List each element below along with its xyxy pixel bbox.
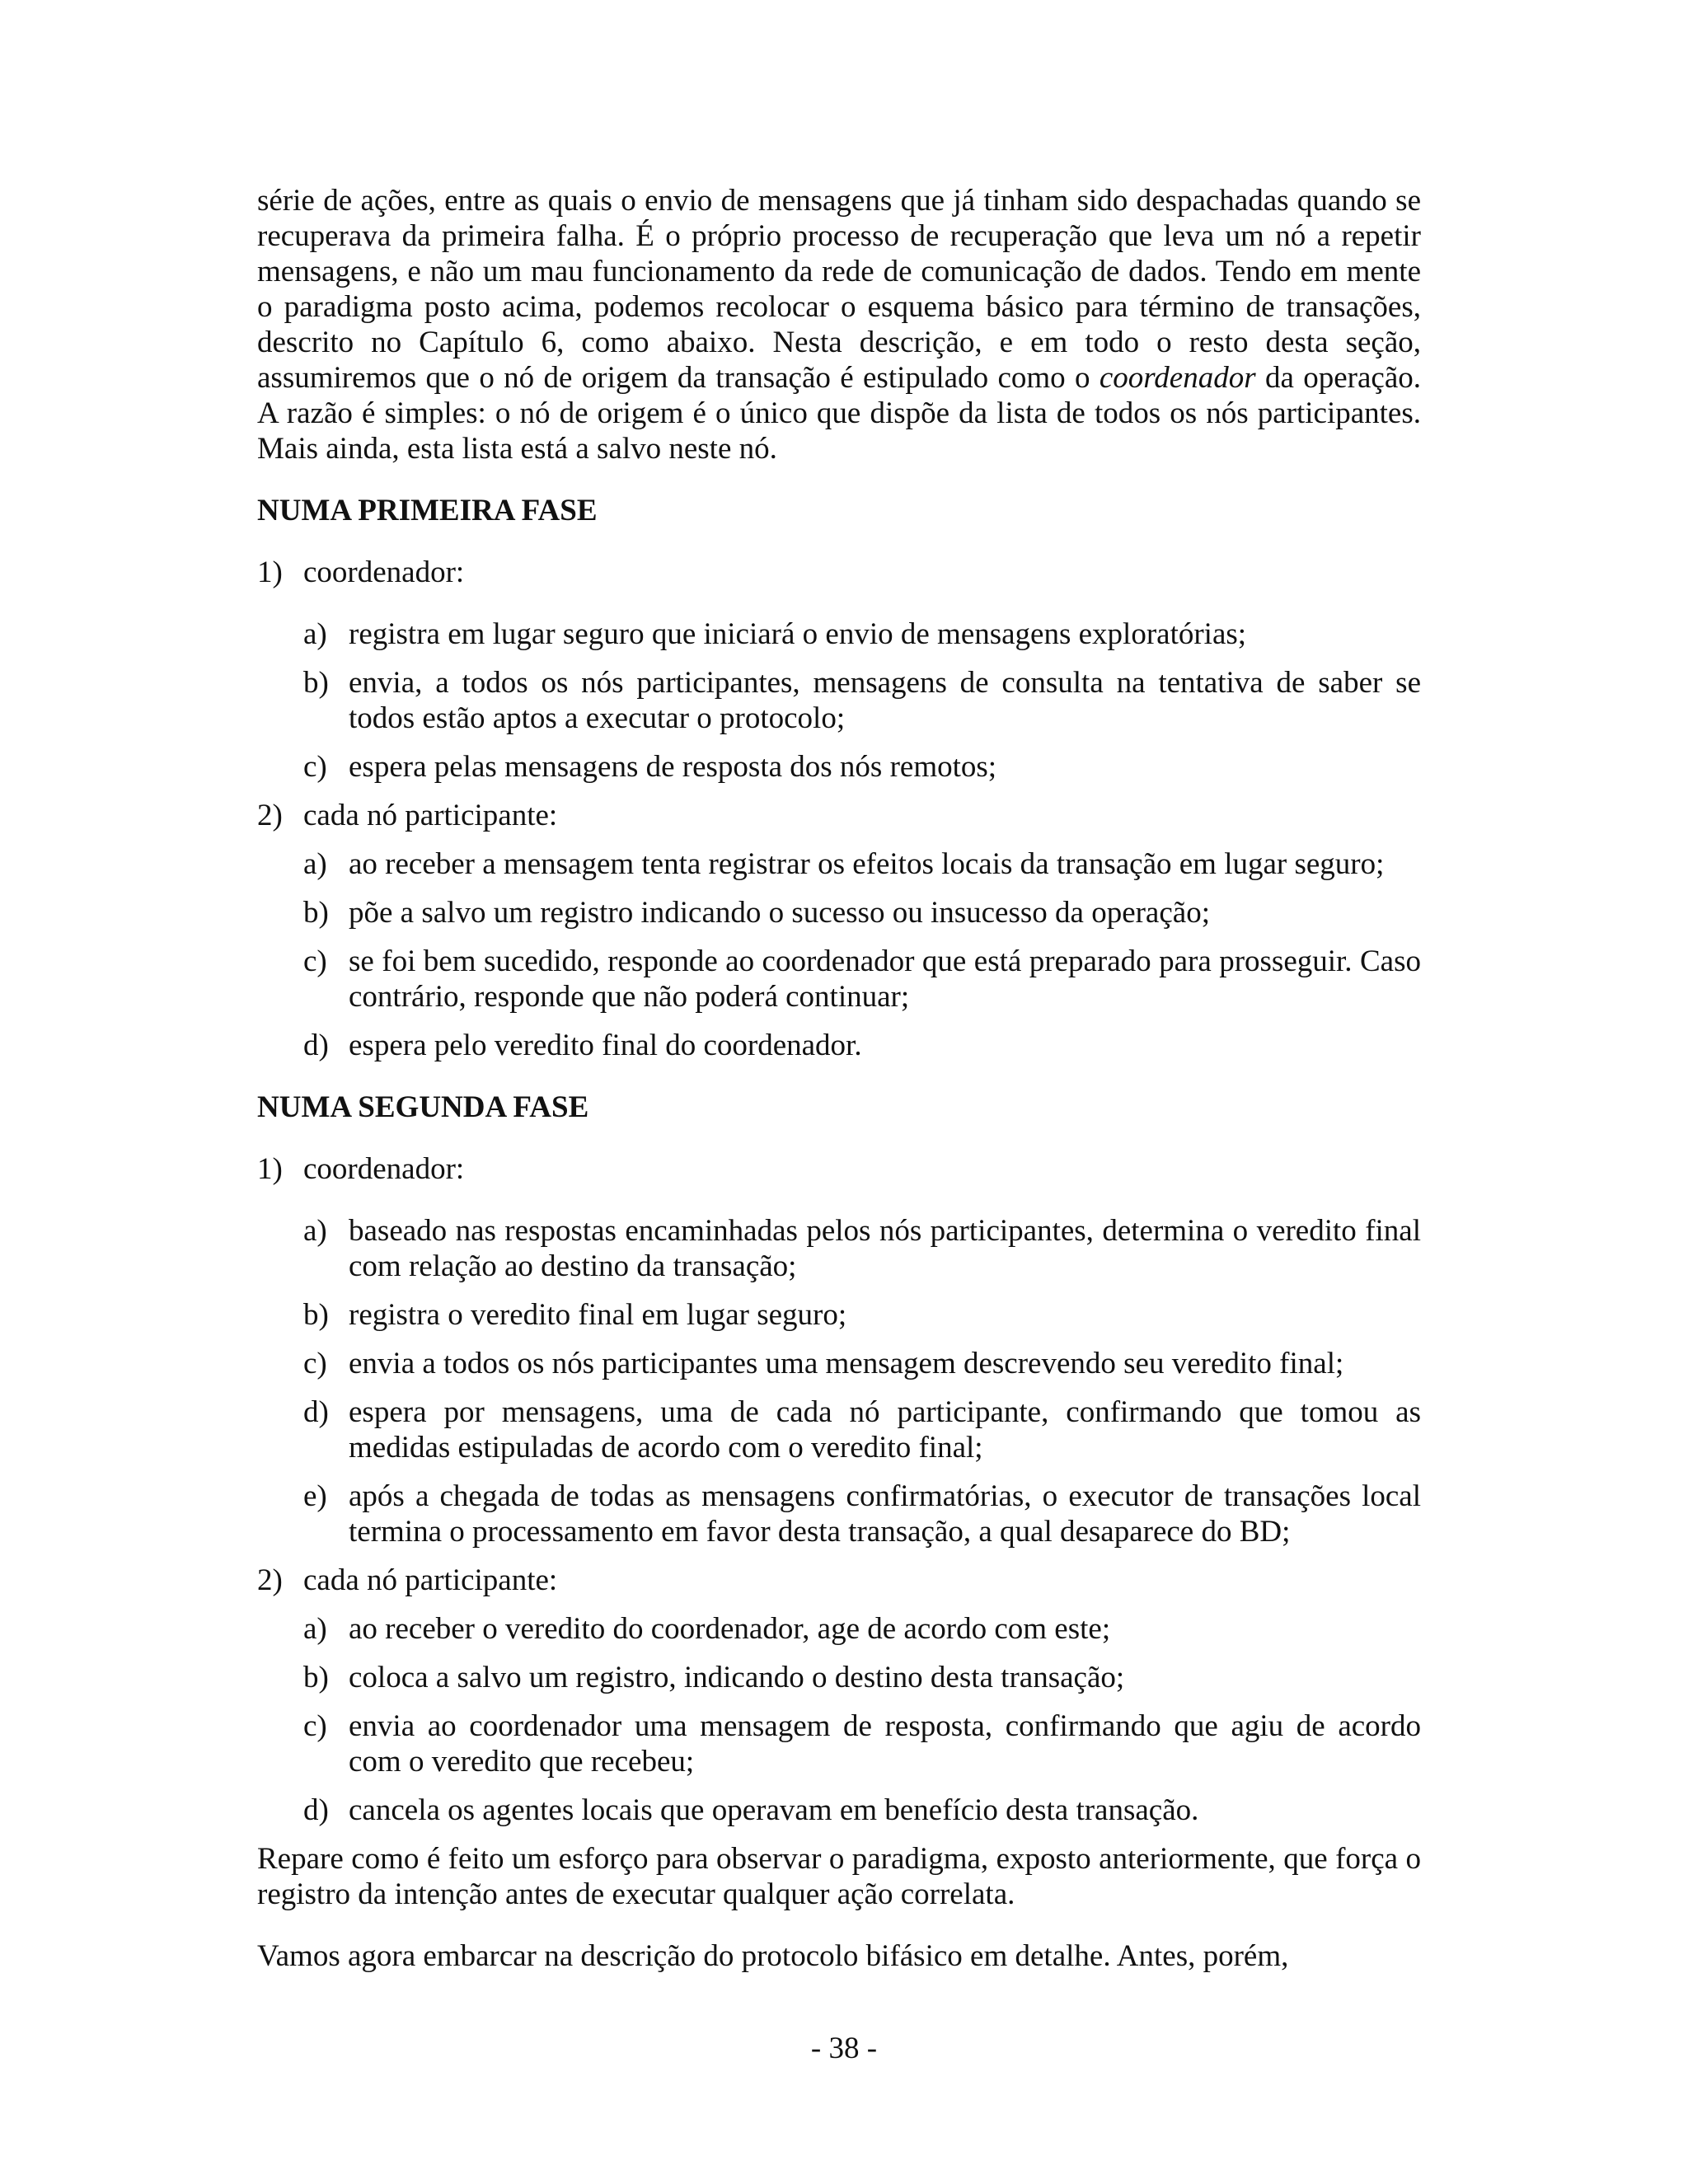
phase1-coordinator-item xyxy=(257,555,1421,590)
list-text: espera pelas mensagens de resposta dos nós remotos; xyxy=(349,750,997,784)
list-text: espera pelo veredito final do coordenador. xyxy=(349,1029,862,1062)
intro-text-end: da operação. A razão é simples: o nó de origem é o único que dispõe da lista de todos os nós participantes. Mais ainda, esta lista está a salvo neste nó. xyxy=(257,361,1422,466)
list-label: coordenador: xyxy=(303,555,465,589)
phase1-participant-subitem xyxy=(303,895,1421,930)
phase2-coordinator-subitem xyxy=(303,1213,1421,1284)
page-number: - 38 - xyxy=(810,2032,878,2065)
list-text: põe a salvo um registro indicando o sucesso ou insucesso da operação; xyxy=(349,896,1210,930)
phase2-participant-subitem xyxy=(303,1611,1421,1647)
phase2-coordinator-subitem xyxy=(303,1297,1421,1333)
list-letter: a) xyxy=(303,847,327,881)
list-letter: b) xyxy=(303,666,329,700)
phase2-participant-subitem xyxy=(303,1793,1421,1828)
list-label: cada nó participante: xyxy=(303,1563,558,1597)
list-number: 1) xyxy=(257,1152,283,1186)
intro-text-start: série de ações, entre as quais o envio de mensagens que já tinham sido despachadas quando se recuperava da primeira falha. É o próprio processo de recuperação que leva um nó a repetir mensagens, e não um mau funcionamento da rede de comunicação de dados. Tendo em mente o paradigma posto acima, podemos recolocar o esquema básico para término de transações, descrito no Capítulo 6, como abaixo. Nesta descrição, e em todo o resto desta seção, assumiremos que o nó de origem da transação é estipulado como o xyxy=(257,184,1421,395)
list-text: cancela os agentes locais que operavam em benefício desta transação. xyxy=(349,1793,1199,1827)
list-letter: b) xyxy=(303,1661,329,1694)
list-letter: a) xyxy=(303,617,327,651)
phase2-heading: NUMA SEGUNDA FASE xyxy=(257,1090,589,1124)
list-letter: d) xyxy=(303,1793,329,1827)
phase1-coordinator-subitem xyxy=(303,616,1421,652)
phase1-coordinator-subitem xyxy=(303,749,1421,785)
phase2-participant-item xyxy=(257,1563,1421,1598)
list-text: registra em lugar seguro que iniciará o envio de mensagens exploratórias; xyxy=(349,617,1247,651)
phase2-coordinator-subitem xyxy=(303,1394,1421,1465)
phase1-heading: NUMA PRIMEIRA FASE xyxy=(257,494,598,527)
list-text: se foi bem sucedido, responde ao coordenador que está preparado para prosseguir. Caso contrário, responde que não poderá continuar; xyxy=(349,944,1421,1014)
page-content xyxy=(257,183,1421,1974)
list-letter: d) xyxy=(303,1395,329,1429)
list-text: após a chegada de todas as mensagens confirmatórias, o executor de transações local termina o processamento em favor desta transação, a qual desaparece do BD; xyxy=(349,1479,1421,1549)
list-letter: c) xyxy=(303,1347,327,1380)
list-letter: a) xyxy=(303,1612,327,1646)
phase2-participant-subitem xyxy=(303,1708,1421,1779)
list-letter: c) xyxy=(303,944,327,978)
phase1-participant-subitem xyxy=(303,1028,1421,1063)
list-number: 1) xyxy=(257,555,283,589)
phase2-coordinator-item xyxy=(257,1151,1421,1187)
phase2-participant-subitem xyxy=(303,1660,1421,1695)
list-label: cada nó participante: xyxy=(303,799,558,832)
list-letter: d) xyxy=(303,1029,329,1062)
phase1-participant-item xyxy=(257,798,1421,833)
list-text: espera por mensagens, uma de cada nó participante, confirmando que tomou as medidas estipuladas de acordo com o veredito final; xyxy=(349,1395,1421,1465)
list-letter: a) xyxy=(303,1214,327,1248)
list-text: envia, a todos os nós participantes, mensagens de consulta na tentativa de saber se todos estão aptos a executar o protocolo; xyxy=(349,666,1421,735)
list-text: envia a todos os nós participantes uma mensagem descrevendo seu veredito final; xyxy=(349,1347,1344,1380)
phase1-coordinator-subitem xyxy=(303,665,1421,736)
list-letter: e) xyxy=(303,1479,327,1513)
closing-paragraph: Repare como é feito um esforço para observar o paradigma, exposto anteriormente, que força o registro da intenção antes de executar qualquer ação correlata. xyxy=(257,1842,1421,1911)
final-line: Vamos agora embarcar na descrição do protocolo bifásico em detalhe. Antes, porém, xyxy=(257,1939,1289,1973)
list-text: baseado nas respostas encaminhadas pelos nós participantes, determina o veredito final com relação ao destino da transação; xyxy=(349,1214,1421,1283)
list-letter: c) xyxy=(303,750,327,784)
phase1-participant-subitem xyxy=(303,944,1421,1015)
list-text: envia ao coordenador uma mensagem de resposta, confirmando que agiu de acordo com o veredito que recebeu; xyxy=(349,1709,1421,1779)
list-letter: b) xyxy=(303,1298,329,1332)
phase2-coordinator-subitem xyxy=(303,1346,1421,1381)
list-letter: b) xyxy=(303,896,329,930)
list-number: 2) xyxy=(257,799,283,832)
list-label: coordenador: xyxy=(303,1152,465,1186)
list-text: ao receber o veredito do coordenador, age de acordo com este; xyxy=(349,1612,1111,1646)
intro-paragraph xyxy=(257,183,1421,466)
list-text: registra o veredito final em lugar seguro; xyxy=(349,1298,847,1332)
list-number: 2) xyxy=(257,1563,283,1597)
intro-italic-term: coordenador xyxy=(1099,361,1256,395)
phase1-participant-subitem xyxy=(303,846,1421,882)
list-text: ao receber a mensagem tenta registrar os efeitos locais da transação em lugar seguro; xyxy=(349,847,1385,881)
list-text: coloca a salvo um registro, indicando o destino desta transação; xyxy=(349,1661,1125,1694)
list-letter: c) xyxy=(303,1709,327,1743)
phase2-coordinator-subitem xyxy=(303,1479,1421,1549)
